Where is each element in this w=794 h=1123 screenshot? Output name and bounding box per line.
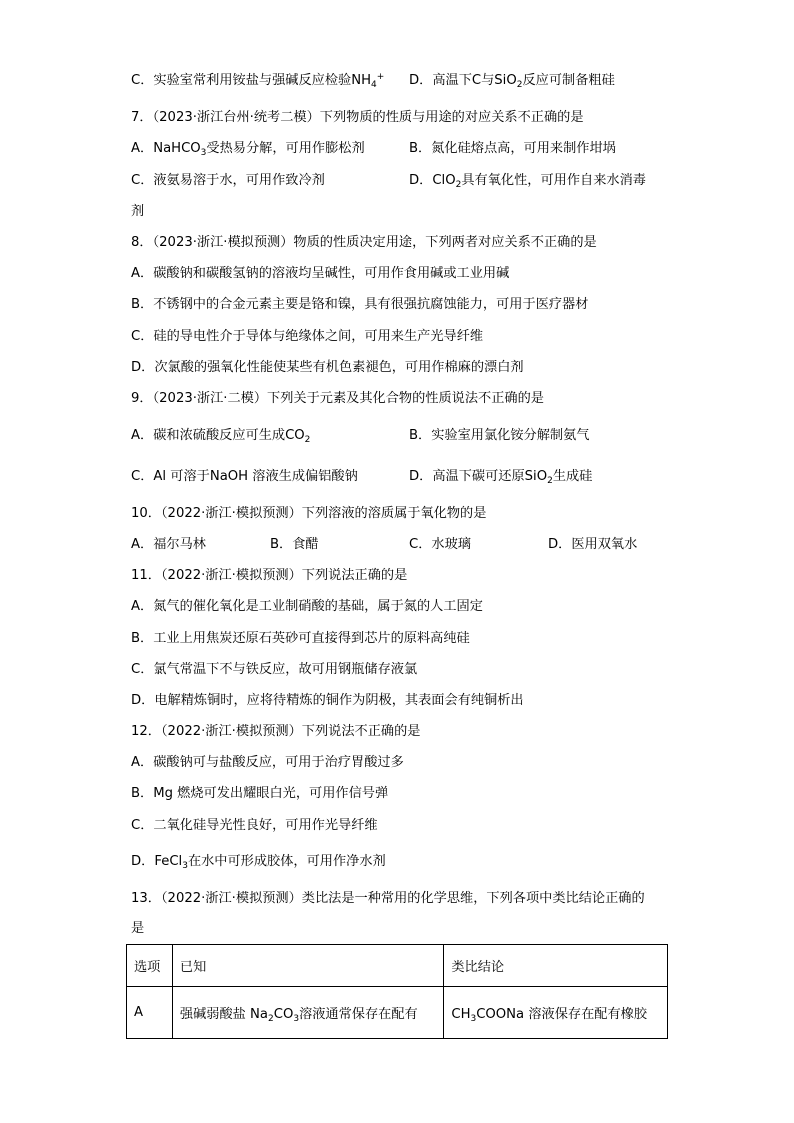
q10-option-c: C．水玻璃	[409, 537, 471, 552]
table-cell-option: A	[127, 987, 173, 1039]
q9-stem: 9．（2023·浙江·二模）下列关于元素及其化合物的性质说法不正确的是	[131, 391, 544, 406]
q9-option-d	[409, 468, 592, 486]
q8-option-d: D．次氯酸的强氧化性能使某些有机色素褪色，可用作棉麻的漂白剂	[131, 360, 524, 375]
conclusion-text-pre: CH	[451, 1007, 471, 1022]
q9-option-d-post: 生成硅	[552, 469, 593, 484]
table-cell-conclusion	[444, 987, 668, 1039]
q9-option-a-sub: 2	[304, 435, 311, 445]
q7-option-a	[131, 140, 365, 158]
q11-option-d: D．电解精炼铜时，应将待精炼的铜作为阴极，其表面会有纯铜析出	[131, 693, 524, 708]
q11-stem: 11．（2022·浙江·模拟预测）下列说法正确的是	[131, 568, 408, 583]
table-cell-known	[172, 987, 443, 1039]
known-sub-2: 3	[293, 1014, 300, 1024]
q10-option-b: B．食醋	[270, 537, 319, 552]
q9-option-d-sub: 2	[547, 476, 553, 486]
q10-option-d: D．医用双氧水	[548, 537, 638, 552]
q11-option-c: C．氯气常温下不与铁反应，故可用钢瓶储存液氯	[131, 662, 418, 677]
table-header-row	[127, 945, 668, 987]
q9-option-c: C．Al 可溶于NaOH 溶液生成偏铝酸钠	[131, 469, 358, 484]
q7-option-d-wrap: 剂	[131, 204, 145, 219]
conclusion-sub: 3	[470, 1014, 477, 1024]
q12-option-d-post: 在水中可形成胶体，可用作净水剂	[187, 854, 386, 869]
conclusion-text-post: COONa 溶液保存在配有橡胶	[476, 1007, 648, 1022]
q6-option-c-sub: 4	[371, 80, 377, 90]
q7-option-d-post: 具有氧化性，可用作自来水消毒	[461, 173, 646, 188]
q6-option-c-sup: +	[376, 72, 385, 82]
q7-option-d	[409, 172, 646, 190]
q8-option-c: C．硅的导电性介于导体与绝缘体之间，可用来生产光导纤维	[131, 329, 484, 344]
q7-option-c: C．液氨易溶于水，可用作致冷剂	[131, 173, 325, 188]
table-header-option: 选项	[127, 945, 173, 987]
q7-stem: 7．（2023·浙江台州·统考二模）下列物质的性质与用途的对应关系不正确的是	[131, 110, 584, 125]
known-sub-1: 2	[268, 1014, 274, 1024]
q7-option-d-sub: 2	[455, 180, 462, 190]
q12-stem: 12．（2022·浙江·模拟预测）下列说法不正确的是	[131, 724, 421, 739]
q7-option-d-text: D．ClO	[409, 173, 456, 188]
q12-option-c: C．二氧化硅导光性良好，可用作光导纤维	[131, 818, 378, 833]
q9-option-a	[131, 427, 310, 445]
q9-option-d-text: D．高温下碳可还原SiO	[409, 469, 548, 484]
q10-option-a: A．福尔马林	[131, 537, 206, 552]
table-header-known: 已知	[172, 945, 443, 987]
q6-option-d-text: D．高温下C与SiO	[409, 73, 517, 88]
q11-option-a: A．氮气的催化氧化是工业制硝酸的基础，属于氮的人工固定	[131, 599, 483, 614]
q11-option-b: B．工业上用焦炭还原石英砂可直接得到芯片的原料高纯硅	[131, 631, 470, 646]
table-row	[127, 987, 668, 1039]
known-text-mid: CO	[273, 1007, 294, 1022]
q12-option-d-sub: 3	[182, 861, 188, 871]
q6-option-d-post: 反应可制备粗硅	[522, 73, 615, 88]
q8-option-a: A．碳酸钠和碳酸氢钠的溶液均呈碱性，可用作食用碱或工业用碱	[131, 266, 510, 281]
q7-option-b: B．氮化硅熔点高，可用来制作坩埚	[409, 141, 616, 156]
q12-option-d-text: D．FeCl	[131, 854, 183, 869]
q13-options-table	[126, 944, 668, 1039]
q13-stem-line2: 是	[131, 921, 145, 936]
q7-option-a-post: 受热易分解，可用作膨松剂	[206, 141, 365, 156]
q12-option-a: A．碳酸钠可与盐酸反应，可用于治疗胃酸过多	[131, 755, 404, 770]
q8-stem: 8．（2023·浙江·模拟预测）物质的性质决定用途，下列两者对应关系不正确的是	[131, 235, 597, 250]
q7-option-a-text: A．NaHCO	[131, 141, 201, 156]
q6-option-c	[131, 72, 384, 90]
q7-option-a-sub: 3	[200, 148, 207, 158]
q9-option-b: B．实验室用氯化铵分解制氨气	[409, 428, 590, 443]
q12-option-b: B．Mg 燃烧可发出耀眼白光，可用作信号弹	[131, 786, 389, 801]
q12-option-d	[131, 853, 386, 871]
q6-option-d	[409, 72, 615, 90]
q8-option-b: B．不锈钢中的合金元素主要是铬和镍，具有很强抗腐蚀能力，可用于医疗器材	[131, 297, 589, 312]
q6-option-d-sub: 2	[516, 80, 523, 90]
known-text-pre: 强碱弱酸盐 Na	[179, 1007, 268, 1022]
q9-option-a-text: A．碳和浓硫酸反应可生成CO	[131, 428, 305, 443]
q10-stem: 10．（2022·浙江·模拟预测）下列溶液的溶质属于氧化物的是	[131, 506, 487, 521]
q6-option-c-text: C．实验室常利用铵盐与强碱反应检验NH	[131, 73, 371, 88]
table-header-conclusion: 类比结论	[444, 945, 668, 987]
q13-stem-line1: 13．（2022·浙江·模拟预测）类比法是一种常用的化学思维，下列各项中类比结论正确的	[131, 891, 645, 906]
known-text-post: 溶液通常保存在配有	[299, 1007, 418, 1022]
